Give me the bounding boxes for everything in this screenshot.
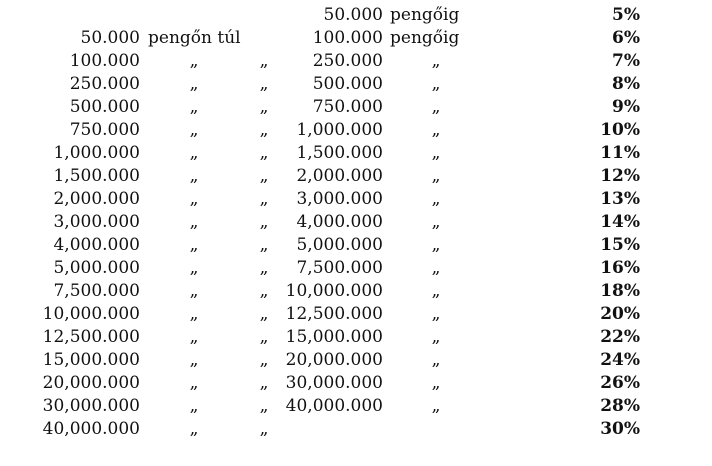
ditto-mark: „ (259, 327, 269, 347)
ditto-mark: „ (189, 258, 199, 278)
from-amount: 40,000.000 (42, 419, 140, 439)
from-amount: 12,500.000 (42, 327, 140, 347)
ditto-mark: „ (431, 281, 441, 301)
ditto-mark: „ (259, 120, 269, 140)
rate-percent: 30% (600, 419, 640, 439)
to-amount: 500.000 (312, 74, 383, 94)
table-row (0, 418, 712, 440)
rate-percent: 28% (600, 396, 640, 416)
table-row (0, 50, 712, 72)
rate-percent: 8% (612, 74, 640, 94)
to-amount: 1,500.000 (296, 143, 383, 163)
ditto-mark: „ (431, 120, 441, 140)
to-amount: 12,500.000 (285, 304, 383, 324)
ditto-mark: „ (259, 51, 269, 71)
to-amount: 2,000.000 (296, 166, 383, 186)
rate-percent: 5% (612, 5, 640, 25)
from-amount: 750.000 (69, 120, 140, 140)
to-amount: 250.000 (312, 51, 383, 71)
rate-percent: 14% (600, 212, 640, 232)
rate-percent: 22% (600, 327, 640, 347)
ditto-mark: „ (259, 373, 269, 393)
ditto-mark: „ (259, 97, 269, 117)
table-row (0, 165, 712, 187)
rate-percent: 6% (612, 28, 640, 48)
ditto-mark: „ (259, 212, 269, 232)
to-amount: 15,000.000 (285, 327, 383, 347)
ditto-mark: „ (189, 304, 199, 324)
table-row (0, 211, 712, 233)
from-unit: pengőn túl (148, 28, 241, 48)
from-amount: 5,000.000 (53, 258, 140, 278)
ditto-mark: „ (431, 212, 441, 232)
ditto-mark: „ (259, 258, 269, 278)
from-amount: 7,500.000 (53, 281, 140, 301)
to-amount: 750.000 (312, 97, 383, 117)
from-amount: 3,000.000 (53, 212, 140, 232)
from-amount: 10,000.000 (42, 304, 140, 324)
ditto-mark: „ (259, 281, 269, 301)
from-amount: 4,000.000 (53, 235, 140, 255)
ditto-mark: „ (431, 97, 441, 117)
to-amount: 20,000.000 (285, 350, 383, 370)
from-amount: 250.000 (69, 74, 140, 94)
ditto-mark: „ (259, 74, 269, 94)
ditto-mark: „ (189, 166, 199, 186)
ditto-mark: „ (189, 327, 199, 347)
to-amount: 5,000.000 (296, 235, 383, 255)
table-row (0, 142, 712, 164)
ditto-mark: „ (189, 235, 199, 255)
rate-percent: 13% (600, 189, 640, 209)
ditto-mark: „ (431, 143, 441, 163)
rate-percent: 15% (600, 235, 640, 255)
from-amount: 1,000.000 (53, 143, 140, 163)
ditto-mark: „ (259, 143, 269, 163)
from-amount: 1,500.000 (53, 166, 140, 186)
rate-percent: 9% (612, 97, 640, 117)
from-amount: 50.000 (80, 28, 140, 48)
rate-percent: 18% (600, 281, 640, 301)
ditto-mark: „ (431, 327, 441, 347)
to-unit: pengőig (390, 28, 460, 48)
ditto-mark: „ (189, 143, 199, 163)
to-amount: 1,000.000 (296, 120, 383, 140)
ditto-mark: „ (189, 51, 199, 71)
ditto-mark: „ (259, 304, 269, 324)
table-row (0, 257, 712, 279)
ditto-mark: „ (189, 350, 199, 370)
ditto-mark: „ (189, 212, 199, 232)
ditto-mark: „ (259, 419, 269, 439)
rate-percent: 10% (600, 120, 640, 140)
table-row (0, 349, 712, 371)
ditto-mark: „ (189, 120, 199, 140)
ditto-mark: „ (189, 74, 199, 94)
ditto-mark: „ (431, 396, 441, 416)
to-amount: 10,000.000 (285, 281, 383, 301)
rate-percent: 12% (600, 166, 640, 186)
ditto-mark: „ (431, 166, 441, 186)
ditto-mark: „ (431, 258, 441, 278)
to-amount: 40,000.000 (285, 396, 383, 416)
table-row (0, 234, 712, 256)
ditto-mark: „ (431, 304, 441, 324)
to-amount: 4,000.000 (296, 212, 383, 232)
ditto-mark: „ (431, 51, 441, 71)
ditto-mark: „ (431, 74, 441, 94)
rate-percent: 11% (600, 143, 640, 163)
ditto-mark: „ (189, 97, 199, 117)
ditto-mark: „ (259, 166, 269, 186)
table-row (0, 188, 712, 210)
to-amount: 30,000.000 (285, 373, 383, 393)
ditto-mark: „ (259, 396, 269, 416)
ditto-mark: „ (431, 235, 441, 255)
from-amount: 500.000 (69, 97, 140, 117)
to-amount: 100.000 (312, 28, 383, 48)
table-row (0, 27, 712, 49)
from-amount: 15,000.000 (42, 350, 140, 370)
rate-percent: 26% (600, 373, 640, 393)
table-row (0, 303, 712, 325)
ditto-mark: „ (189, 419, 199, 439)
table-row (0, 372, 712, 394)
rate-percent: 7% (612, 51, 640, 71)
ditto-mark: „ (189, 373, 199, 393)
ditto-mark: „ (259, 189, 269, 209)
ditto-mark: „ (189, 281, 199, 301)
ditto-mark: „ (189, 189, 199, 209)
table-row (0, 280, 712, 302)
to-amount: 3,000.000 (296, 189, 383, 209)
ditto-mark: „ (431, 350, 441, 370)
rate-percent: 16% (600, 258, 640, 278)
table-row (0, 73, 712, 95)
from-amount: 20,000.000 (42, 373, 140, 393)
to-amount: 7,500.000 (296, 258, 383, 278)
to-amount: 50.000 (323, 5, 383, 25)
table-row (0, 326, 712, 348)
ditto-mark: „ (431, 373, 441, 393)
from-amount: 100.000 (69, 51, 140, 71)
table-row (0, 4, 712, 26)
table-row (0, 119, 712, 141)
ditto-mark: „ (259, 235, 269, 255)
rate-percent: 24% (600, 350, 640, 370)
to-unit: pengőig (390, 5, 460, 25)
ditto-mark: „ (259, 350, 269, 370)
ditto-mark: „ (431, 189, 441, 209)
from-amount: 2,000.000 (53, 189, 140, 209)
from-amount: 30,000.000 (42, 396, 140, 416)
table-row (0, 395, 712, 417)
rate-percent: 20% (600, 304, 640, 324)
ditto-mark: „ (189, 396, 199, 416)
table-row (0, 96, 712, 118)
